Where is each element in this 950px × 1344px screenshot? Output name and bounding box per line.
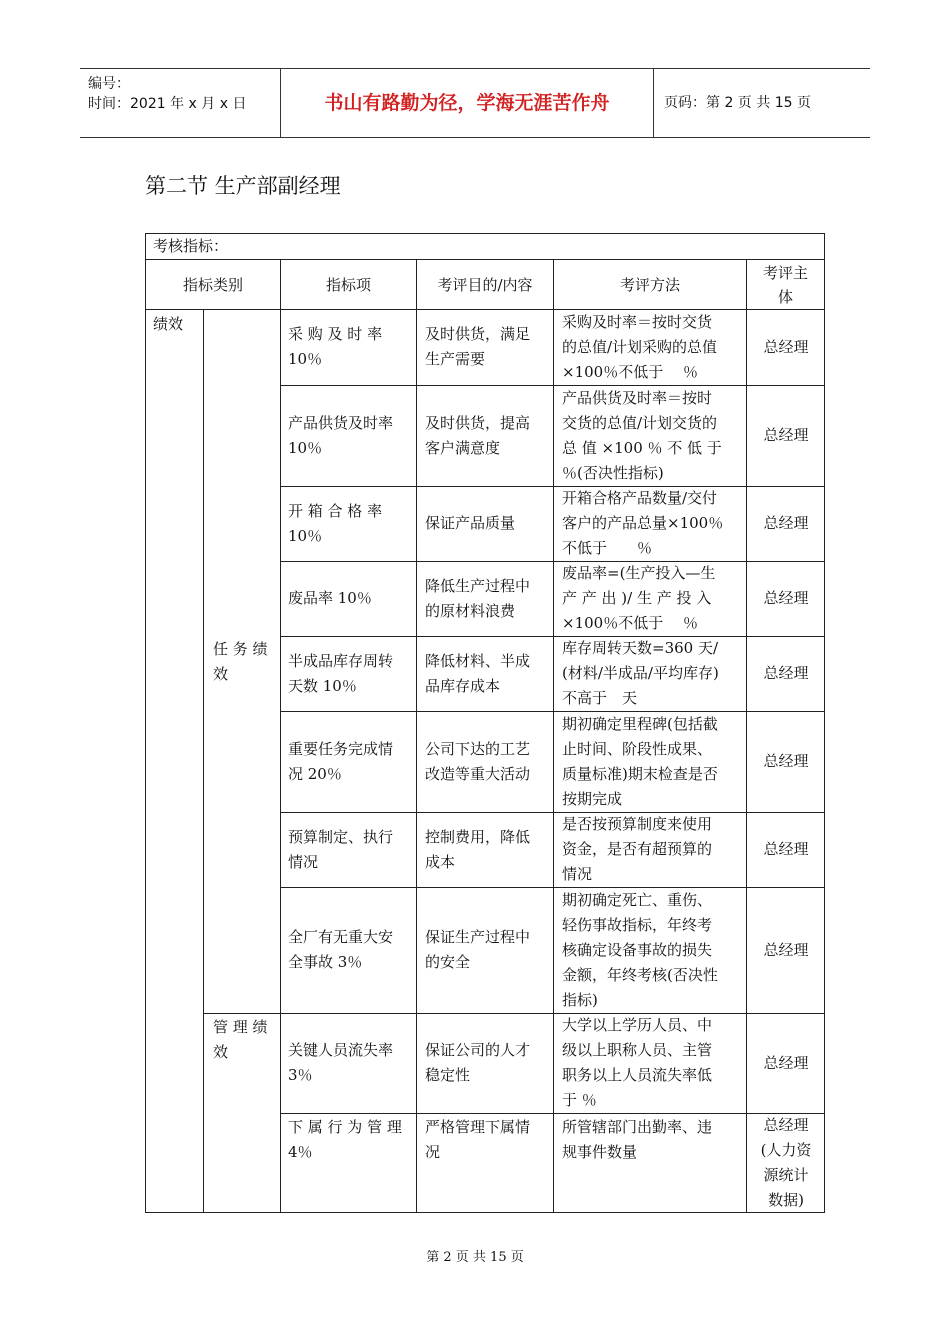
row-10-method: 所管辖部门出勤率、违 规事件数量 <box>562 1118 713 1161</box>
row-1-method: 采购及时率＝按时交货 的总值/计划采购的总值 ×100％不低于 ％ <box>562 312 718 381</box>
header-purpose: 考评目的/内容 <box>437 276 533 294</box>
row-5-method: 库存周转天数=360 天/ (材料/半成品/平均库存) 不高于 天 <box>562 639 719 707</box>
row-4-subject: 总经理 <box>763 589 809 607</box>
section-title: 第二节 生产部副经理 <box>145 174 341 198</box>
header-category: 指标类别 <box>182 276 243 294</box>
page-footer: 第 2 页 共 15 页 <box>426 1250 524 1265</box>
row-6-subject: 总经理 <box>763 752 809 770</box>
row-8-item: 全厂有无重大安 全事故 3％ <box>288 928 394 971</box>
category-task: 任 务 绩 效 <box>213 640 268 683</box>
row-2-subject: 总经理 <box>763 426 809 444</box>
row-4-item: 废品率 10％ <box>288 589 372 607</box>
row-1-item: 采 购 及 时 率 10％ <box>288 325 383 368</box>
row-9-purpose: 保证公司的人才 稳定性 <box>425 1041 531 1084</box>
row-7-item: 预算制定、执行 情况 <box>288 827 394 871</box>
row-7-purpose: 控制费用，降低 成本 <box>425 827 531 871</box>
header-time: 时间：2021 年 x 月 x 日 <box>88 96 247 112</box>
row-8-purpose: 保证生产过程中 的安全 <box>425 928 531 971</box>
header-item: 指标项 <box>325 276 371 294</box>
table-caption: 考核指标： <box>153 237 229 255</box>
row-3-item: 开 箱 合 格 率 10％ <box>288 501 383 545</box>
row-6-purpose: 公司下达的工艺 改造等重大活动 <box>425 739 531 783</box>
header-slogan: 书山有路勤为径，学海无涯苦作舟 <box>281 69 654 137</box>
row-3-subject: 总经理 <box>763 514 809 532</box>
header-method: 考评方法 <box>619 276 680 294</box>
row-9-subject: 总经理 <box>763 1053 809 1072</box>
category-mgmt: 管 理 绩 效 <box>213 1018 268 1061</box>
row-2-item: 产品供货及时率 10％ <box>288 413 394 457</box>
header-subject: 考评主 体 <box>762 263 808 306</box>
row-9-method: 大学以上学历人员、中 级以上职称人员、主管 职务以上人员流失率低 于 ％ <box>562 1016 713 1109</box>
row-2-method: 产品供货及时率＝按时 交货的总值/计划交货的 总 值 ×100 ％ 不 低 于 ％(否决性指标) <box>562 388 722 482</box>
row-10-item: 下 属 行 为 管 理 4％ <box>288 1118 402 1161</box>
row-4-method: 废品率=(生产投入—生 产 产 出 )/ 生 产 投 入 ×100％不低于 ％ <box>562 564 716 632</box>
row-5-purpose: 降低材料、半成 品库存成本 <box>425 651 531 695</box>
row-7-subject: 总经理 <box>763 840 809 858</box>
row-8-method: 期初确定死亡、重伤、 轻伤事故指标，年终考 核确定设备事故的损失 金额，年终考核(否决性 指标) <box>562 890 718 1009</box>
row-10-purpose: 严格管理下属情 况 <box>425 1118 531 1161</box>
row-2-purpose: 及时供货，提高 客户满意度 <box>425 413 531 457</box>
row-1-subject: 总经理 <box>763 337 809 356</box>
header-number: 编号： <box>88 76 130 92</box>
row-5-item: 半成品库存周转 天数 10％ <box>288 651 394 695</box>
row-6-method: 期初确定里程碑(包括截 止时间、阶段性成果、 质量标准)期末检查是否 按期完成 <box>562 714 718 808</box>
category-main: 绩效 <box>153 315 184 333</box>
row-6-item: 重要任务完成情 况 20％ <box>288 739 394 783</box>
row-5-subject: 总经理 <box>763 664 809 682</box>
row-9-item: 关键人员流失率 3％ <box>288 1041 394 1084</box>
row-8-subject: 总经理 <box>763 940 809 959</box>
row-3-method: 开箱合格产品数量/交付 客户的产品总量×100％ 不低于 ％ <box>562 489 724 557</box>
row-3-purpose: 保证产品质量 <box>425 514 516 532</box>
row-10-subject: 总经理 (人力资 源统计 数据) <box>760 1115 812 1209</box>
row-1-purpose: 及时供货，满足 生产需要 <box>425 325 531 368</box>
row-4-purpose: 降低生产过程中 的原材料浪费 <box>425 576 531 620</box>
header-page-number: 页码：第 2 页 共 15 页 <box>664 95 811 111</box>
row-7-method: 是否按预算制度来使用 资金，是否有超预算的 情况 <box>562 815 713 883</box>
